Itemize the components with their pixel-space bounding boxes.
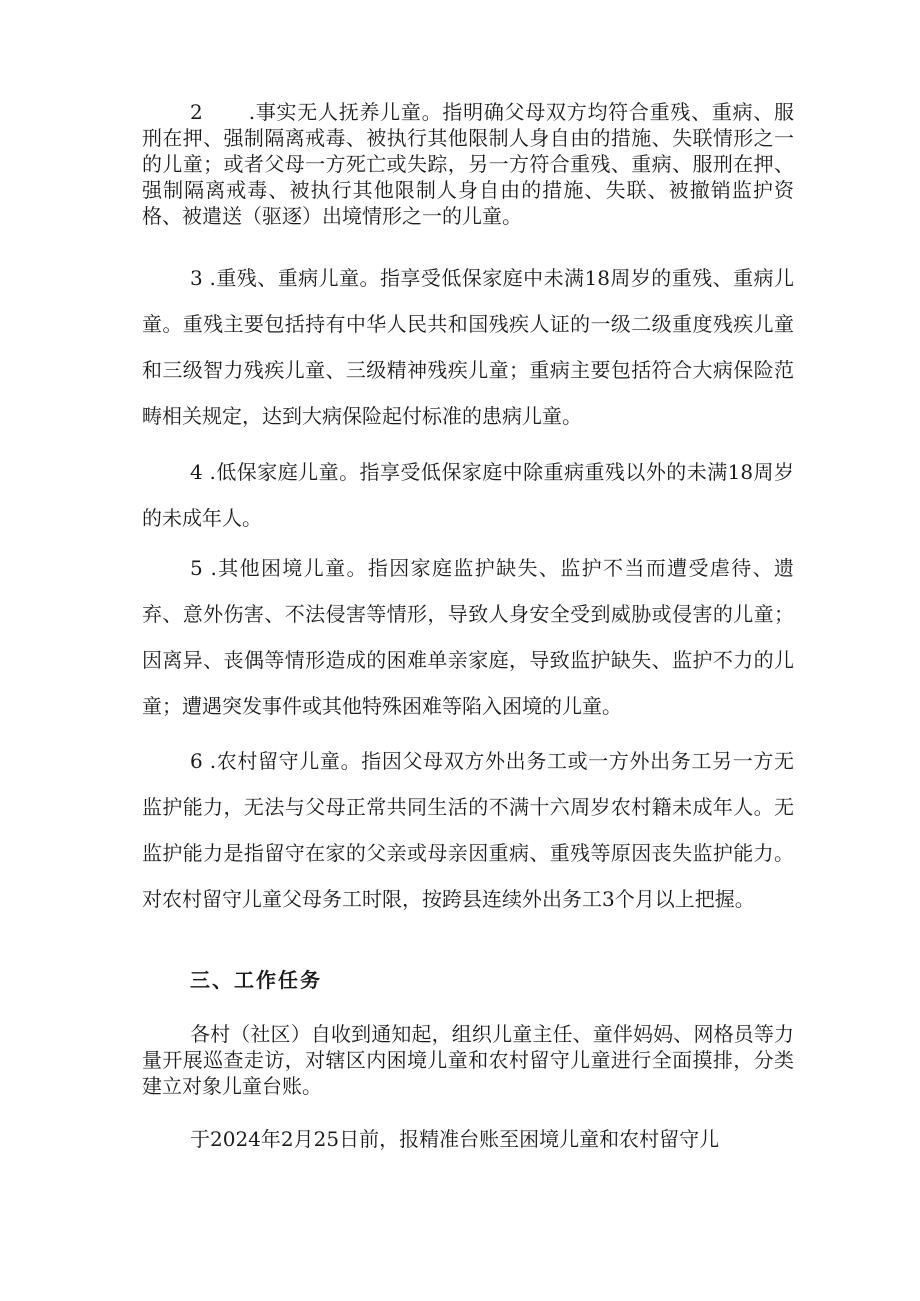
paragraph-text: .重残、重病儿童。指享受低保家庭中未满18周岁的重残、重病儿童。重残主要包括持有中华人民共和国残疾人证的一级二级重度残疾儿童和三级智力残疾儿童、三级精神残疾儿童；重病主要包括符合大病保险范畴相关规定，达到大病保险起付标准的患病儿童。 (142, 266, 794, 428)
paragraph-item-3 (142, 255, 794, 439)
task-paragraph-deadline: 于2024年2月25日前，报精准台账至困境儿童和农村留守儿 (190, 1127, 720, 1151)
item-number: 6 (190, 749, 203, 773)
paragraph-item-5 (142, 545, 794, 729)
item-number: 5 (190, 556, 203, 580)
paragraph-text: .低保家庭儿童。指享受低保家庭中除重病重残以外的未满18周岁的未成年人。 (142, 460, 794, 530)
item-number: 2 (190, 100, 203, 124)
item-number: 4 (190, 460, 203, 484)
paragraph-text: .其他困境儿童。指因家庭监护缺失、监护不当而遭受虐待、遗弃、意外伤害、不法侵害等情形，导致人身安全受到威胁或侵害的儿童；因离异、丧偶等情形造成的困难单亲家庭，导致监护缺失、监护不力的儿童；遭遇突发事件或其他特殊困难等陷入困境的儿童。 (142, 556, 794, 718)
paragraph-text: .农村留守儿童。指因父母双方外出务工或一方外出务工另一方无监护能力，无法与父母正常共同生活的不满十六周岁农村籍未成年人。无监护能力是指留守在家的父亲或母亲因重病、重残等原因丧失监护能力。对农村留守儿童父母务工时限，按跨县连续外出务工3个月以上把握。 (142, 749, 794, 911)
item-number: 3 (190, 266, 203, 290)
paragraph-text: .事实无人抚养儿童。指明确父母双方均符合重残、重病、服刑在押、强制隔离戒毒、被执行其他限制人身自由的措施、失联情形之一的儿童；或者父母一方死亡或失踪，另一方符合重残、重病、服刑在押、强制隔离戒毒、被执行其他限制人身自由的措施、失联、被撤销监护资格、被遣送（驱逐）出境情形之一的儿童。 (142, 100, 794, 228)
task-paragraph: 各村（社区）自收到通知起，组织儿童主任、童伴妈妈、网格员等力量开展巡查走访，对辖区内困境儿童和农村留守儿童进行全面摸排，分类建立对象儿童台账。 (142, 1022, 794, 1098)
section-heading: 三、工作任务 (190, 968, 322, 992)
paragraph-item-2 (142, 99, 794, 229)
paragraph-item-4 (142, 449, 794, 541)
paragraph-item-6 (142, 738, 794, 922)
